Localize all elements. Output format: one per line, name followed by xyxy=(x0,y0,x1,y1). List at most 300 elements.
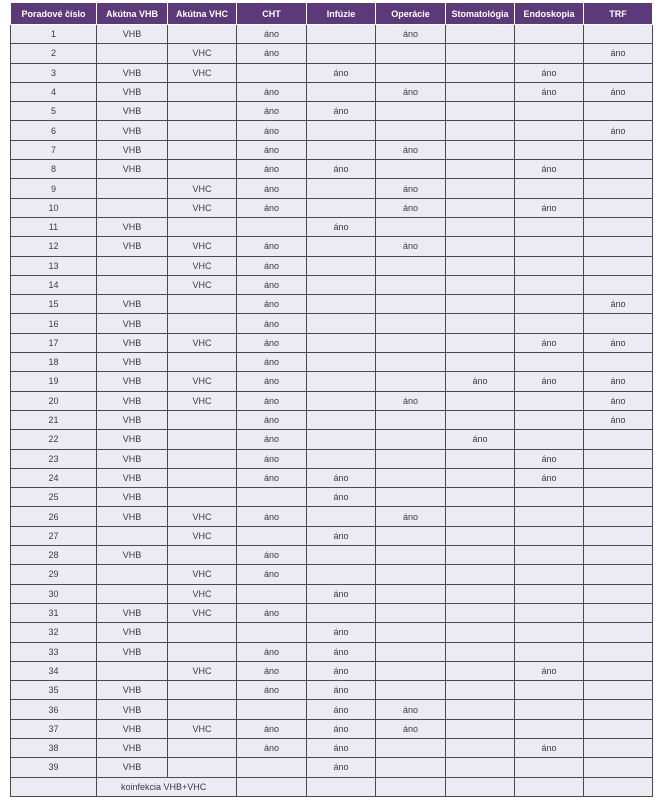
table-cell: VHC xyxy=(168,661,237,680)
table-row xyxy=(11,63,653,82)
table-cell xyxy=(168,642,237,661)
table-cell xyxy=(307,198,376,217)
table-cell xyxy=(376,584,446,603)
table-cell: áno xyxy=(376,82,446,101)
table-cell xyxy=(237,700,307,719)
table-cell xyxy=(307,603,376,622)
table-cell xyxy=(168,488,237,507)
table-cell xyxy=(376,275,446,294)
table-cell xyxy=(515,353,584,372)
table-cell xyxy=(446,410,515,429)
table-cell: áno xyxy=(237,468,307,487)
table-cell: 9 xyxy=(11,179,97,198)
table-cell: áno xyxy=(376,391,446,410)
table-cell: áno xyxy=(307,584,376,603)
table-cell xyxy=(376,526,446,545)
table-cell: VHB xyxy=(97,82,168,101)
table-cell: VHB xyxy=(97,681,168,700)
table-cell: VHB xyxy=(97,546,168,565)
table-cell xyxy=(307,179,376,198)
table-cell xyxy=(237,758,307,777)
column-header: Infúzie xyxy=(307,3,376,25)
table-cell xyxy=(584,719,653,738)
table-cell xyxy=(515,121,584,140)
table-cell: áno xyxy=(307,642,376,661)
table-cell: VHC xyxy=(168,372,237,391)
table-cell xyxy=(97,661,168,680)
table-cell: 25 xyxy=(11,488,97,507)
table-cell xyxy=(515,256,584,275)
table-cell xyxy=(584,237,653,256)
table-cell: áno xyxy=(237,410,307,429)
table-cell: áno xyxy=(584,295,653,314)
table-cell xyxy=(168,410,237,429)
table-cell: VHB xyxy=(97,507,168,526)
table-cell xyxy=(515,642,584,661)
table-cell xyxy=(515,140,584,159)
table-cell xyxy=(446,623,515,642)
table-cell xyxy=(168,140,237,159)
table-cell: áno xyxy=(515,449,584,468)
table-cell xyxy=(446,82,515,101)
table-cell: VHB xyxy=(97,295,168,314)
table-cell xyxy=(584,584,653,603)
table-cell xyxy=(515,314,584,333)
table-cell xyxy=(168,217,237,236)
table-cell: 26 xyxy=(11,507,97,526)
table-cell xyxy=(584,565,653,584)
table-cell xyxy=(446,661,515,680)
table-cell xyxy=(446,546,515,565)
table-cell: VHB xyxy=(97,410,168,429)
table-cell: 6 xyxy=(11,121,97,140)
table-cell xyxy=(168,430,237,449)
table-cell xyxy=(168,353,237,372)
table-cell: 39 xyxy=(11,758,97,777)
table-cell xyxy=(376,121,446,140)
table-cell xyxy=(446,353,515,372)
table-row xyxy=(11,719,653,738)
table-cell xyxy=(446,295,515,314)
table-cell: VHB xyxy=(97,719,168,738)
table-cell xyxy=(307,333,376,352)
table-cell xyxy=(376,758,446,777)
table-cell: áno xyxy=(376,198,446,217)
table-cell xyxy=(446,468,515,487)
table-cell xyxy=(515,217,584,236)
table-cell: 36 xyxy=(11,700,97,719)
table-cell: áno xyxy=(237,140,307,159)
table-cell: 24 xyxy=(11,468,97,487)
table-cell xyxy=(584,700,653,719)
table-cell xyxy=(376,681,446,700)
table-cell: áno xyxy=(376,700,446,719)
header-row xyxy=(11,3,653,25)
table-row xyxy=(11,623,653,642)
table-cell xyxy=(446,333,515,352)
table-cell xyxy=(515,102,584,121)
table-cell: áno xyxy=(307,700,376,719)
table-row xyxy=(11,140,653,159)
table-cell xyxy=(446,777,515,796)
table-cell xyxy=(376,430,446,449)
table-cell xyxy=(515,546,584,565)
table-row xyxy=(11,565,653,584)
table-cell: áno xyxy=(515,661,584,680)
table-cell: áno xyxy=(237,353,307,372)
table-cell xyxy=(446,526,515,545)
column-header: TRF xyxy=(584,3,653,25)
table-cell: 38 xyxy=(11,738,97,757)
table-cell xyxy=(446,314,515,333)
table-cell: VHB xyxy=(97,449,168,468)
table-cell: áno xyxy=(237,179,307,198)
table-cell xyxy=(307,256,376,275)
table-cell xyxy=(11,777,97,796)
table-cell: áno xyxy=(237,391,307,410)
table-cell: áno xyxy=(584,82,653,101)
table-cell: áno xyxy=(237,603,307,622)
table-cell xyxy=(515,507,584,526)
table-cell xyxy=(237,63,307,82)
table-cell xyxy=(584,256,653,275)
table-cell xyxy=(515,719,584,738)
table-cell: VHB xyxy=(97,160,168,179)
table-row xyxy=(11,526,653,545)
table-cell xyxy=(446,565,515,584)
table-cell xyxy=(584,738,653,757)
table-cell xyxy=(307,353,376,372)
table-cell xyxy=(584,449,653,468)
table-cell xyxy=(237,488,307,507)
table-cell: 12 xyxy=(11,237,97,256)
table-cell xyxy=(584,468,653,487)
table-cell: 17 xyxy=(11,333,97,352)
table-cell xyxy=(307,44,376,63)
table-cell: áno xyxy=(515,333,584,352)
table-cell: áno xyxy=(237,102,307,121)
table-cell xyxy=(584,661,653,680)
table-row xyxy=(11,468,653,487)
table-cell: áno xyxy=(237,661,307,680)
table-cell xyxy=(584,681,653,700)
table-cell xyxy=(584,217,653,236)
table-cell xyxy=(446,642,515,661)
table-cell xyxy=(97,198,168,217)
table-cell: VHB xyxy=(97,603,168,622)
table-cell: VHC xyxy=(168,526,237,545)
table-cell xyxy=(376,623,446,642)
table-cell: áno xyxy=(237,160,307,179)
table-cell xyxy=(307,507,376,526)
table-cell xyxy=(584,160,653,179)
table-cell xyxy=(584,546,653,565)
table-cell xyxy=(307,372,376,391)
table-cell xyxy=(376,217,446,236)
table-cell xyxy=(446,449,515,468)
table-cell xyxy=(515,44,584,63)
table-cell: 22 xyxy=(11,430,97,449)
table-cell xyxy=(446,179,515,198)
table-row xyxy=(11,275,653,294)
table-cell: 10 xyxy=(11,198,97,217)
table-cell xyxy=(376,777,446,796)
table-cell: áno xyxy=(584,372,653,391)
table-row xyxy=(11,160,653,179)
table-cell xyxy=(584,198,653,217)
table-cell: áno xyxy=(446,372,515,391)
table-row xyxy=(11,372,653,391)
table-cell: áno xyxy=(307,661,376,680)
table-cell: 8 xyxy=(11,160,97,179)
table-cell xyxy=(376,256,446,275)
table-cell: 20 xyxy=(11,391,97,410)
table-cell xyxy=(515,25,584,44)
table-cell xyxy=(515,275,584,294)
table-row xyxy=(11,507,653,526)
table-cell xyxy=(515,777,584,796)
table-cell: VHB xyxy=(97,102,168,121)
column-header: Stomatológia xyxy=(446,3,515,25)
table-cell xyxy=(376,546,446,565)
table-cell: VHB xyxy=(97,700,168,719)
table-cell xyxy=(97,275,168,294)
table-cell: áno xyxy=(307,758,376,777)
table-cell: áno xyxy=(376,237,446,256)
column-header: Akútna VHC xyxy=(168,3,237,25)
table-cell: VHC xyxy=(168,584,237,603)
table-cell xyxy=(168,449,237,468)
table-row xyxy=(11,681,653,700)
table-cell: VHB xyxy=(97,430,168,449)
table-cell: áno xyxy=(237,121,307,140)
table-cell xyxy=(446,507,515,526)
table-cell xyxy=(376,333,446,352)
table-cell: VHC xyxy=(168,719,237,738)
table-cell xyxy=(307,275,376,294)
table-cell: áno xyxy=(237,507,307,526)
table-cell xyxy=(376,468,446,487)
table-cell xyxy=(446,719,515,738)
table-cell: VHC xyxy=(168,44,237,63)
table-cell: áno xyxy=(237,565,307,584)
table-cell xyxy=(584,526,653,545)
table-cell: áno xyxy=(584,121,653,140)
table-cell xyxy=(307,449,376,468)
table-cell xyxy=(376,449,446,468)
table-cell: VHB xyxy=(97,372,168,391)
table-cell: áno xyxy=(237,295,307,314)
column-header: Poradové číslo xyxy=(11,3,97,25)
table-cell: áno xyxy=(515,160,584,179)
table-cell xyxy=(584,507,653,526)
table-cell xyxy=(97,179,168,198)
table-cell: áno xyxy=(376,25,446,44)
table-cell: 14 xyxy=(11,275,97,294)
table-cell xyxy=(168,738,237,757)
table-cell xyxy=(515,565,584,584)
table-cell xyxy=(376,63,446,82)
table-cell xyxy=(97,44,168,63)
table-cell: VHB xyxy=(97,642,168,661)
table-cell: áno xyxy=(515,82,584,101)
table-cell: áno xyxy=(237,275,307,294)
table-cell: 33 xyxy=(11,642,97,661)
table-row xyxy=(11,44,653,63)
table-row xyxy=(11,661,653,680)
table-cell: 30 xyxy=(11,584,97,603)
table-cell xyxy=(168,25,237,44)
table-cell xyxy=(446,681,515,700)
table-cell: VHB xyxy=(97,63,168,82)
table-row xyxy=(11,391,653,410)
table-cell xyxy=(376,603,446,622)
table-cell: VHC xyxy=(168,507,237,526)
table-cell xyxy=(584,179,653,198)
table-cell: 16 xyxy=(11,314,97,333)
table-cell: áno xyxy=(237,449,307,468)
table-cell xyxy=(307,546,376,565)
table-cell: áno xyxy=(307,681,376,700)
table-cell: áno xyxy=(237,642,307,661)
table-cell xyxy=(446,217,515,236)
table-cell: áno xyxy=(237,681,307,700)
table-cell xyxy=(584,623,653,642)
table-cell xyxy=(307,295,376,314)
table-cell xyxy=(237,584,307,603)
table-cell xyxy=(584,777,653,796)
table-cell xyxy=(584,488,653,507)
table-cell xyxy=(515,700,584,719)
table-cell: 37 xyxy=(11,719,97,738)
table-cell xyxy=(446,25,515,44)
table-row xyxy=(11,179,653,198)
table-cell xyxy=(584,603,653,622)
table-cell xyxy=(168,82,237,101)
table-cell: VHC xyxy=(168,63,237,82)
table-cell: 29 xyxy=(11,565,97,584)
table-cell xyxy=(307,237,376,256)
table-cell: áno xyxy=(584,333,653,352)
table-cell xyxy=(97,584,168,603)
table-cell: VHC xyxy=(168,198,237,217)
table-cell: 23 xyxy=(11,449,97,468)
column-header: Endoskopia xyxy=(515,3,584,25)
table-cell: 28 xyxy=(11,546,97,565)
table-cell: 18 xyxy=(11,353,97,372)
table-cell: áno xyxy=(237,430,307,449)
table-cell: áno xyxy=(237,738,307,757)
table-cell: 15 xyxy=(11,295,97,314)
table-cell: áno xyxy=(237,82,307,101)
table-cell: áno xyxy=(515,63,584,82)
table-cell: áno xyxy=(307,719,376,738)
table-cell xyxy=(237,217,307,236)
table-cell xyxy=(97,526,168,545)
table-cell xyxy=(168,758,237,777)
table-cell xyxy=(515,526,584,545)
table-cell xyxy=(237,623,307,642)
table-cell: áno xyxy=(376,719,446,738)
table-row xyxy=(11,102,653,121)
table-cell xyxy=(584,140,653,159)
table-cell xyxy=(515,179,584,198)
table-cell: VHC xyxy=(168,565,237,584)
table-row xyxy=(11,295,653,314)
table-cell xyxy=(515,391,584,410)
table-cell xyxy=(446,584,515,603)
table-cell: VHB xyxy=(97,758,168,777)
table-cell: 2 xyxy=(11,44,97,63)
table-cell: áno xyxy=(307,488,376,507)
table-cell: VHC xyxy=(168,179,237,198)
table-cell: áno xyxy=(584,44,653,63)
table-row xyxy=(11,546,653,565)
table-row xyxy=(11,449,653,468)
table-cell: VHB xyxy=(97,353,168,372)
table-cell: áno xyxy=(237,333,307,352)
table-cell: áno xyxy=(307,217,376,236)
table-cell: VHC xyxy=(168,275,237,294)
table-cell: VHC xyxy=(168,237,237,256)
table-cell xyxy=(446,140,515,159)
table-cell xyxy=(446,603,515,622)
table-cell xyxy=(307,391,376,410)
table-cell: áno xyxy=(237,314,307,333)
table-row xyxy=(11,256,653,275)
table-cell: áno xyxy=(307,738,376,757)
table-cell xyxy=(515,623,584,642)
table-cell: áno xyxy=(376,140,446,159)
table-cell xyxy=(446,700,515,719)
table-cell: 21 xyxy=(11,410,97,429)
column-header: Akútna VHB xyxy=(97,3,168,25)
table-cell xyxy=(446,391,515,410)
table-cell xyxy=(376,295,446,314)
table-cell xyxy=(515,488,584,507)
table-cell: 5 xyxy=(11,102,97,121)
table-cell xyxy=(376,661,446,680)
table-cell xyxy=(376,372,446,391)
table-cell xyxy=(446,275,515,294)
table-cell: áno xyxy=(307,526,376,545)
table-cell: áno xyxy=(237,25,307,44)
table-cell: VHC xyxy=(168,333,237,352)
table-cell xyxy=(446,237,515,256)
table-cell xyxy=(168,700,237,719)
table-cell xyxy=(168,160,237,179)
table-cell xyxy=(307,140,376,159)
table-cell xyxy=(168,314,237,333)
table-cell: VHB xyxy=(97,237,168,256)
footnote-row xyxy=(11,777,653,796)
table-cell xyxy=(515,295,584,314)
table-cell: VHC xyxy=(168,603,237,622)
table-cell xyxy=(237,777,307,796)
table-row xyxy=(11,584,653,603)
table-cell xyxy=(237,526,307,545)
table-cell xyxy=(97,565,168,584)
table-cell: 34 xyxy=(11,661,97,680)
table-cell: áno xyxy=(237,546,307,565)
table-cell: áno xyxy=(307,160,376,179)
table-cell xyxy=(515,237,584,256)
table-cell: áno xyxy=(237,44,307,63)
table-cell xyxy=(307,430,376,449)
table-row xyxy=(11,700,653,719)
table-cell: VHB xyxy=(97,217,168,236)
table-cell xyxy=(376,44,446,63)
